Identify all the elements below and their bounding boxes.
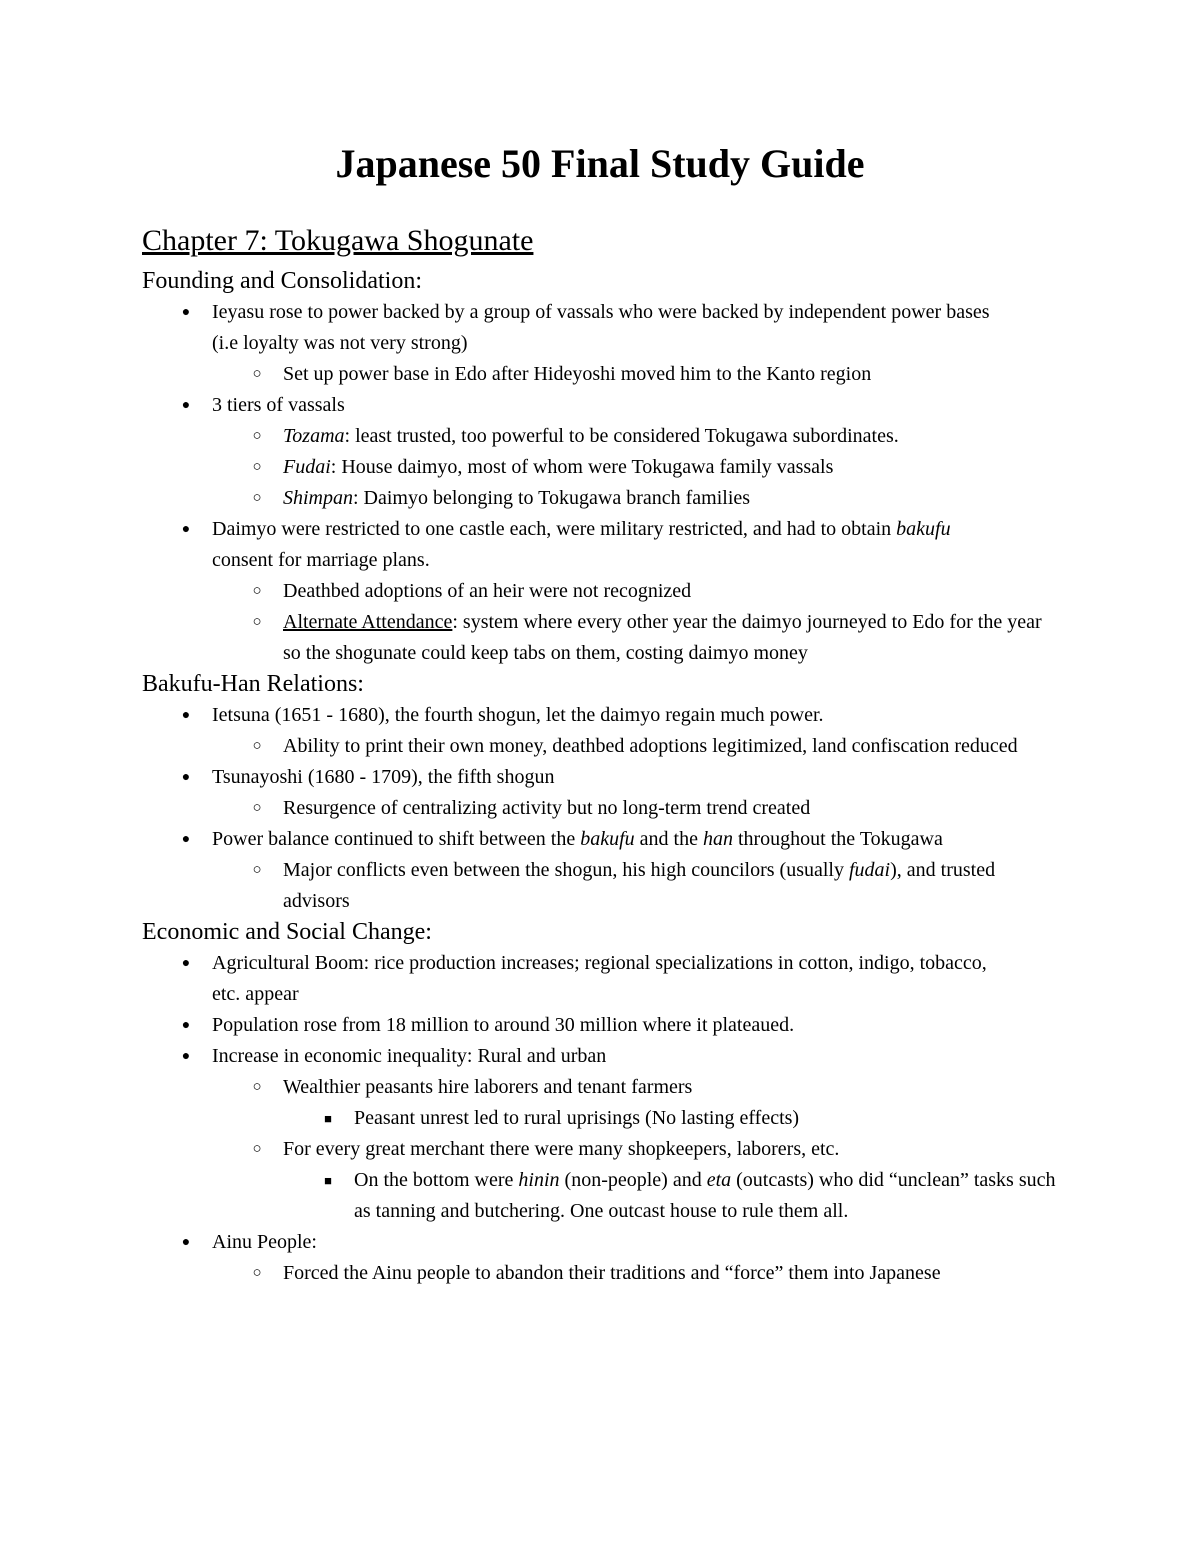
document-title: Japanese 50 Final Study Guide [335, 141, 865, 186]
bullet-item-level-1 [0, 1041, 1012, 1072]
filled-circle-bullet-icon: ● [181, 1018, 191, 1033]
item-text: On the bottom were [354, 1169, 519, 1191]
bullet-item-level-2 [0, 1072, 1063, 1103]
bullet-item-level-1 [0, 514, 1012, 576]
filled-circle-bullet-icon: ● [181, 1049, 191, 1064]
bullet-item-level-2 [0, 421, 1063, 452]
italic-term: han [702, 828, 733, 850]
hollow-circle-bullet-icon: ○ [252, 366, 262, 382]
item-text: : system where every other year the daimyo journeyed to Edo for the year so the shogunate could keep tabs on them, costing daimyo money [283, 611, 1042, 664]
italic-term: bakufu [896, 518, 951, 540]
bullet-item-level-1 [0, 948, 1012, 1010]
underlined-term: Alternate Attendance [283, 611, 453, 633]
bullet-item-level-3 [0, 1103, 1064, 1134]
filled-circle-bullet-icon: ● [181, 770, 191, 785]
bullet-item-level-2 [0, 483, 1063, 514]
section-heading: Bakufu-Han Relations: [142, 671, 364, 697]
bullet-item-level-1 [0, 700, 1012, 731]
hollow-circle-bullet-icon: ○ [252, 459, 262, 475]
hollow-circle-bullet-icon: ○ [252, 1141, 262, 1157]
bullet-item-level-2 [0, 576, 1063, 607]
item-text: : House daimyo, most of whom were Tokugawa family vassals [330, 456, 834, 478]
italic-term: eta [706, 1169, 732, 1191]
bullet-item-level-2 [0, 1134, 1063, 1165]
item-text: For every great merchant there were many shopkeepers, laborers, etc. [283, 1138, 840, 1160]
item-text: ), and trusted advisors [283, 859, 996, 912]
hollow-circle-bullet-icon: ○ [252, 490, 262, 506]
italic-term: Shimpan [283, 487, 353, 509]
italic-term: Tozama [283, 425, 345, 447]
item-text: and the [634, 828, 703, 850]
filled-circle-bullet-icon: ● [181, 305, 191, 320]
italic-term: fudai [849, 859, 891, 881]
square-bullet-icon: ■ [324, 1111, 332, 1126]
bullet-item-level-2 [0, 855, 1063, 917]
item-text: Increase in economic inequality: Rural and urban [212, 1045, 607, 1067]
item-text: Ainu People: [212, 1231, 317, 1253]
bullet-item-level-2 [0, 452, 1063, 483]
bullet-item-level-3 [0, 1165, 1064, 1227]
item-text: Ability to print their own money, deathbed adoptions legitimized, land confiscation reduced [283, 735, 1018, 757]
item-text: Agricultural Boom: rice production increases; regional specializations in cotton, indigo, tobacco, etc. appear [212, 952, 987, 1005]
item-text: : Daimyo belonging to Tokugawa branch families [353, 487, 751, 509]
bullet-item-level-2 [0, 731, 1063, 762]
hollow-circle-bullet-icon: ○ [252, 614, 262, 630]
item-text: throughout the Tokugawa [732, 828, 943, 850]
filled-circle-bullet-icon: ● [181, 832, 191, 847]
item-text: Major conflicts even between the shogun, his high councilors (usually [283, 859, 849, 881]
item-text: Daimyo were restricted to one castle each, were military restricted, and had to obtain [212, 518, 897, 540]
item-text: 3 tiers of vassals [212, 394, 345, 416]
bullet-item-level-2 [0, 607, 1063, 669]
item-text: consent for marriage plans. [212, 549, 430, 571]
hollow-circle-bullet-icon: ○ [252, 800, 262, 816]
bullet-item-level-2 [0, 359, 1063, 390]
section-heading: Economic and Social Change: [142, 919, 432, 945]
hollow-circle-bullet-icon: ○ [252, 428, 262, 444]
hollow-circle-bullet-icon: ○ [252, 862, 262, 878]
item-text: Population rose from 18 million to around 30 million where it plateaued. [212, 1014, 795, 1036]
item-text: Wealthier peasants hire laborers and tenant farmers [283, 1076, 693, 1098]
item-text: Ietsuna (1651 - 1680), the fourth shogun, let the daimyo regain much power. [212, 704, 824, 726]
bullet-item-level-2 [0, 793, 1063, 824]
filled-circle-bullet-icon: ● [181, 522, 191, 537]
item-text: (non-people) and [559, 1169, 707, 1191]
filled-circle-bullet-icon: ● [181, 956, 191, 971]
section-heading: Founding and Consolidation: [142, 268, 423, 294]
bullet-item-level-1 [0, 1227, 1012, 1258]
bullet-item-level-2 [0, 1258, 1063, 1289]
item-text: Forced the Ainu people to abandon their traditions and “force” them into Japanese [283, 1262, 941, 1284]
document-body [0, 266, 1200, 1289]
item-text: Peasant unrest led to rural uprisings (No lasting effects) [354, 1107, 800, 1129]
italic-term: hinin [518, 1169, 560, 1191]
item-text: Tsunayoshi (1680 - 1709), the fifth shogun [212, 766, 555, 788]
bullet-item-level-1 [0, 390, 1012, 421]
hollow-circle-bullet-icon: ○ [252, 1079, 262, 1095]
item-text: Ieyasu rose to power backed by a group of vassals who were backed by independent power bases (i.e loyalty was not very strong) [212, 301, 990, 354]
item-text: Resurgence of centralizing activity but no long-term trend created [283, 797, 811, 819]
bullet-item-level-1 [0, 762, 1012, 793]
item-text: : least trusted, too powerful to be considered Tokugawa subordinates. [344, 425, 899, 447]
hollow-circle-bullet-icon: ○ [252, 583, 262, 599]
chapter-heading: Chapter 7: Tokugawa Shogunate [142, 224, 534, 257]
filled-circle-bullet-icon: ● [181, 398, 191, 413]
filled-circle-bullet-icon: ● [181, 1235, 191, 1250]
italic-term: Fudai [283, 456, 331, 478]
item-text: Power balance continued to shift between the [212, 828, 581, 850]
item-text: Set up power base in Edo after Hideyoshi moved him to the Kanto region [283, 363, 872, 385]
italic-term: bakufu [580, 828, 635, 850]
bullet-item-level-1 [0, 297, 1012, 359]
bullet-item-level-1 [0, 824, 1012, 855]
hollow-circle-bullet-icon: ○ [252, 1265, 262, 1281]
bullet-item-level-1 [0, 1010, 1012, 1041]
item-text: Deathbed adoptions of an heir were not recognized [283, 580, 692, 602]
filled-circle-bullet-icon: ● [181, 708, 191, 723]
item-text: (outcasts) who did “unclean” tasks such as tanning and butchering. One outcast house to rule them all. [354, 1169, 1056, 1222]
hollow-circle-bullet-icon: ○ [252, 738, 262, 754]
square-bullet-icon: ■ [324, 1173, 332, 1188]
